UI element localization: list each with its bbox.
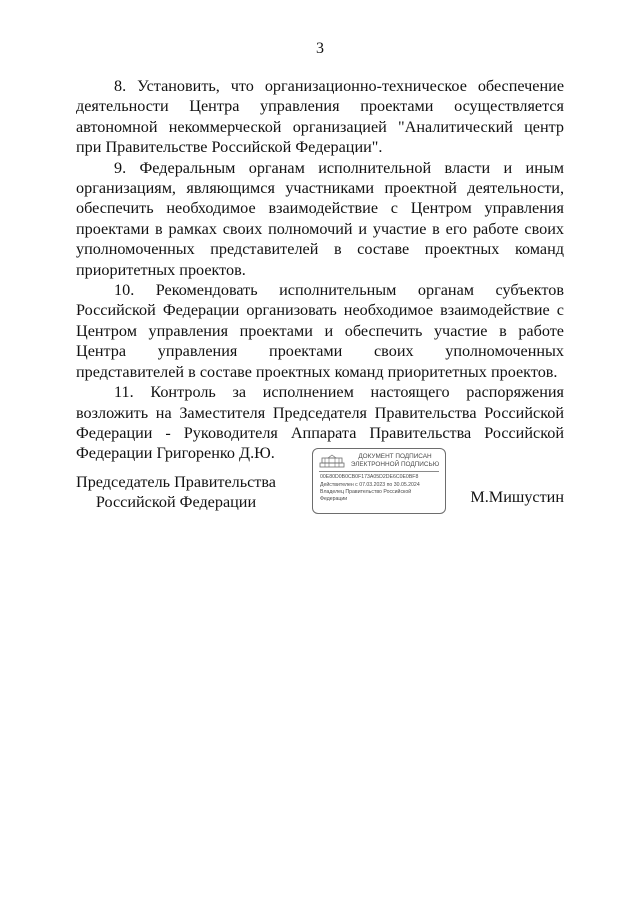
signer-title xyxy=(76,472,276,512)
document-body xyxy=(76,76,564,464)
electronic-signature-stamp xyxy=(312,448,446,514)
paragraph-8: 8. Установить, что организационно-техническое обеспечение деятельности Центра управления проектами осуществляется автономной некоммерческой организацией "Аналитический центр при Правительстве Российской Федерации". xyxy=(76,77,564,157)
signer-name: М.Мишустин xyxy=(470,488,564,506)
signature-block xyxy=(76,453,564,528)
stamp-validity: Действителен с 07.03.2023 по 30.05.2024 xyxy=(320,482,420,488)
signer-title-line1: Председатель Правительства xyxy=(76,473,276,491)
stamp-heading xyxy=(347,453,443,469)
stamp-heading-line2: ЭЛЕКТРОННОЙ ПОДПИСЬЮ xyxy=(350,461,440,468)
signer-title-line2: Российской Федерации xyxy=(95,493,257,511)
stamp-owner-line2: Федерации xyxy=(320,496,348,502)
paragraph-10: 10. Рекомендовать исполнительным органам субъектов Российской Федерации организовать необходимое взаимодействие с Центром управления проектами и обеспечить участие в работе Центра управления проектами своих уполномоченных представителей в составе проектных команд приоритетных проектов. xyxy=(76,281,564,381)
paragraph-11: 11. Контроль за исполнением настоящего распоряжения возложить на Заместителя Председателя Правительства Российской Федерации - Руководителя Аппарата Правительства Российской Федерации Григоренко Д.Ю. xyxy=(76,383,564,463)
stamp-divider xyxy=(319,471,439,472)
paragraph-9: 9. Федеральным органам исполнительной власти и иным организациям, являющимся участниками проектной деятельности, обеспечить необходимое взаимодействие с Центром управления проектами в рамках своих полномочий и участие в его работе своих уполномоченных представителей в составе проектных команд приоритетных проектов. xyxy=(76,158,564,279)
stamp-heading-line1: ДОКУМЕНТ ПОДПИСАН xyxy=(358,453,432,460)
government-emblem-icon xyxy=(319,454,345,468)
stamp-owner-line1: Владелец Правительство Российской xyxy=(320,489,412,495)
stamp-certificate: 00E80D0B0CB0F173A05D2DE6C0E0ВF8 xyxy=(320,474,419,480)
page-number: 3 xyxy=(316,40,324,57)
